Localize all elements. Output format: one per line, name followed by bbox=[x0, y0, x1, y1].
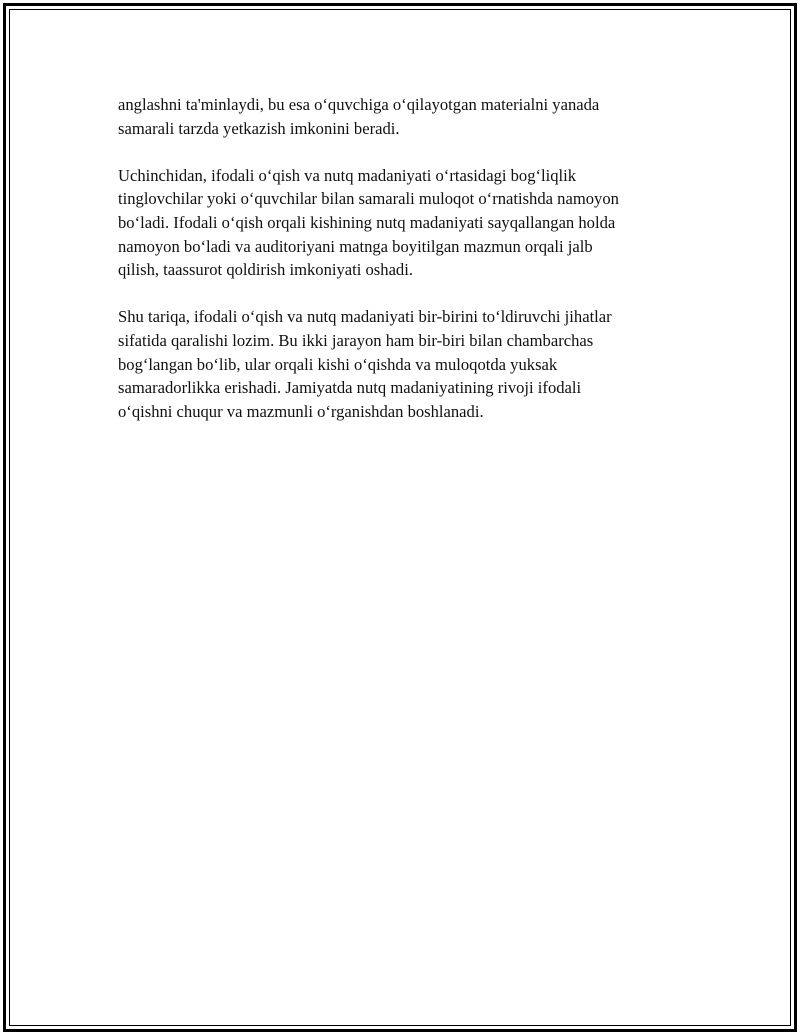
document-body bbox=[118, 93, 678, 447]
text-line: namoyon bo‘ladi va auditoriyani matnga boyitilgan mazmun orqali jalb bbox=[118, 236, 593, 256]
paragraph-1 bbox=[118, 93, 678, 140]
text-line: Uchinchidan, ifodali o‘qish va nutq madaniyati o‘rtasidagi bog‘liqlik bbox=[118, 165, 577, 185]
text-line: sifatida qaralishi lozim. Bu ikki jarayon ham bir-biri bilan chambarchas bbox=[118, 330, 594, 350]
paragraph-2 bbox=[118, 164, 678, 282]
text-line: samarali tarzda yetkazish imkonini beradi. bbox=[118, 118, 400, 138]
paragraph-3 bbox=[118, 305, 678, 423]
text-line: samaradorlikka erishadi. Jamiyatda nutq madaniyatining rivoji ifodali bbox=[118, 378, 582, 398]
text-line: bo‘ladi. Ifodali o‘qish orqali kishining nutq madaniyati sayqallangan holda bbox=[118, 212, 616, 232]
text-line: o‘qishni chuqur va mazmunli o‘rganishdan boshlanadi. bbox=[118, 401, 484, 421]
text-line: anglashni ta'minlaydi, bu esa o‘quvchiga o‘qilayotgan materialni yanada bbox=[118, 95, 600, 114]
text-line: Shu tariqa, ifodali o‘qish va nutq madaniyati bir-birini to‘ldiruvchi jihatlar bbox=[118, 307, 612, 327]
text-line: qilish, taassurot qoldirish imkoniyati oshadi. bbox=[118, 260, 413, 280]
text-line: tinglovchilar yoki o‘quvchilar bilan samarali muloqot o‘rnatishda namoyon bbox=[118, 189, 619, 209]
text-line: bog‘langan bo‘lib, ular orqali kishi o‘qishda va muloqotda yuksak bbox=[118, 354, 558, 374]
